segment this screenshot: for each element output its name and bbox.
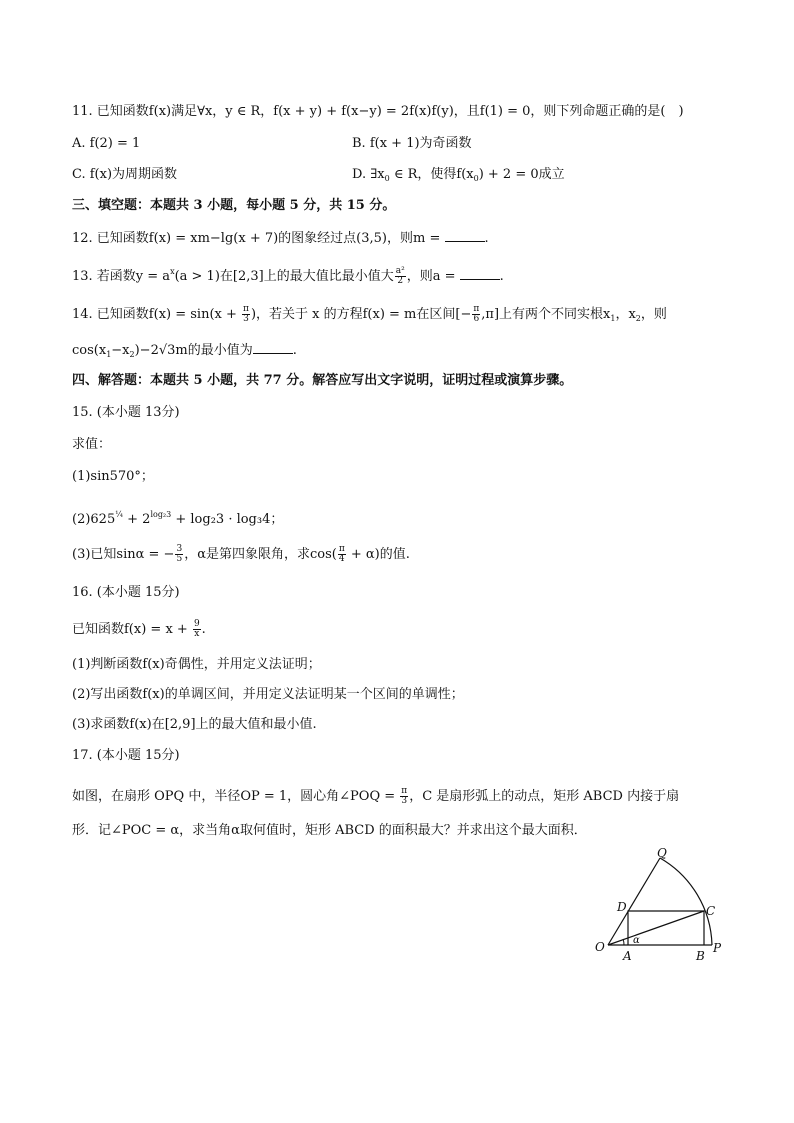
q17-line-2: 形．记∠POC = α，求当角α取何值时，矩形 ABCD 的面积最大？并求出这个最大面积． (72, 823, 587, 838)
label-o: O (595, 940, 605, 954)
q16-intro: 已知函数f(x) = x + $\frac{9}{x}$ . (72, 619, 206, 639)
label-alpha: α (633, 935, 640, 946)
q13-text: 13. 若函数$y = a^x(a > 1)$在[2,3]上的最大值比最小值大 $\frac{\text{a²}}{2}$ ，则a = . (72, 266, 504, 286)
sector-figure (590, 845, 730, 970)
label-d: D (617, 900, 627, 914)
q12-text: 12. 已知函数f(x) = xm−lg(x + 7)的图象经过点(3,5)，则m = . (72, 231, 489, 246)
q16-part-1: (1)判断函数f(x)奇偶性，并用定义法证明； (72, 657, 321, 672)
label-c: C (706, 904, 716, 918)
q15-part-3: (3)已知sinα = − $\frac{3}{5}$ ，α是第四象限角，求cos( $\frac{\pi}{4}$ + α)的值. (72, 544, 410, 564)
section-4-heading: 四、解答题：本题共 5 小题，共 77 分。解答应写出文字说明，证明过程或演算步骤。 (72, 373, 573, 388)
q11-option-d: D. $\exists x_0$ ∈ R，使得$f(x_0) + 2 = 0$成立 (352, 167, 565, 183)
q14-line-1: 14. 已知函数f(x) = sin(x + $\frac{\pi}{3}$ )，若关于 x 的方程f(x) = m在区间[− $\frac{\pi}{6}$ ,π]上有两个不同实根$x_1$，$x_2$，则 (72, 304, 667, 324)
q11-option-b: B. f(x + 1)为奇函数 (352, 136, 472, 151)
q15-part-1: (1)sin570°； (72, 469, 154, 484)
q15-intro: 求值： (72, 437, 112, 452)
label-q: Q (657, 846, 667, 860)
q11-stem: 11. 已知函数f(x)满足∀x，y ∈ R，f(x + y) + f(x−y) = 2f(x)f(y)，且f(1) = 0，则下列命题正确的是( ) (72, 104, 684, 119)
label-a: A (623, 949, 632, 963)
q16-title: 16. (本小题 15分) (72, 585, 180, 600)
q17-title: 17. (本小题 15分) (72, 748, 180, 763)
q16-part-2: (2)写出函数f(x)的单调区间，并用定义法证明某一个区间的单调性； (72, 687, 464, 702)
q14-answer-blank (253, 341, 293, 354)
q15-title: 15. (本小题 13分) (72, 405, 180, 420)
q13-answer-blank (460, 267, 500, 280)
label-p: P (713, 941, 722, 955)
label-b: B (696, 949, 705, 963)
q12-answer-blank (445, 229, 485, 242)
section-3-heading: 三、填空题：本题共 3 小题，每小题 5 分，共 15 分。 (72, 198, 396, 213)
q11-option-c: C. f(x)为周期函数 (72, 167, 178, 182)
segment-oc (608, 911, 704, 945)
q15-part-2: $(2)625^{\frac{1}{4}} + 2^{log_23} + \log_23 \cdot \log_34$； (72, 510, 284, 527)
q11-option-a: A. f(2) = 1 (72, 136, 141, 151)
q17-line-1: 如图，在扇形 OPQ 中，半径OP = 1，圆心角∠POQ = $\frac{\pi}{3}$ ，C 是扇形弧上的动点，矩形 ABCD 内接于扇 (72, 786, 680, 806)
q14-line-2: $\cos(x_1-x_2)-2√3m$的最小值为 . (72, 343, 297, 359)
segment-oq (608, 858, 660, 945)
q16-part-3: (3)求函数f(x)在[2,9]上的最大值和最小值. (72, 717, 317, 732)
